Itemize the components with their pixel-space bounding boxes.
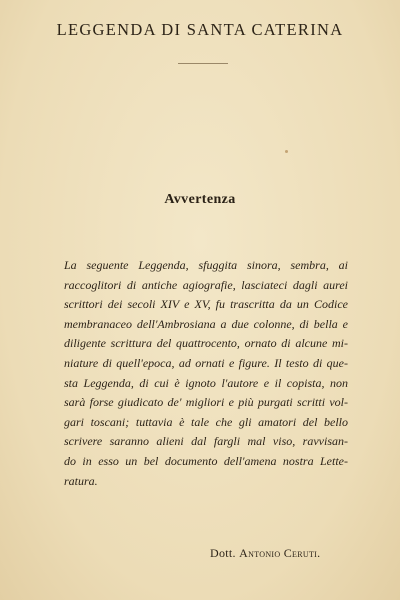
signature-name: Antonio Ceruti.	[239, 546, 321, 560]
paragraph-line: sta Leggenda, di cui è ignoto l'autore e il copista, non	[64, 375, 348, 390]
paragraph-line: La seguente Leggenda, sfuggita sinora, sembra, ai	[64, 258, 348, 272]
section-heading: Avvertenza	[164, 192, 236, 207]
paragraph-line: ratura.	[64, 473, 98, 488]
signature-title: Dott.	[210, 546, 236, 560]
paragraph	[64, 256, 348, 491]
paragraph-line: niature di quell'epoca, ad ornati e figure. Il testo di que-	[64, 355, 348, 370]
paragraph-line: scrivere saranno alieni dal fargli mal viso, ravvisan-	[64, 434, 348, 449]
paragraph-line: do in esso un bel documento dell'amena nostra Lette-	[64, 453, 348, 468]
paper-speck	[285, 150, 288, 153]
paragraph-line: diligente scrittura del quattrocento, ornato di alcune mi-	[64, 336, 348, 351]
paragraph-line: scrittori dei secoli XIV e XV, fu trascritta da un Codice	[64, 297, 348, 312]
paragraph-line: gari toscani; tuttavia è tale che gli amatori del bello	[64, 414, 348, 429]
paragraph-line: sarà forse giudicato de' migliori e più purgati scritti vol-	[64, 395, 348, 410]
ornamental-rule	[178, 63, 228, 64]
paragraph-line: raccoglitori di antiche agiografie, lasciateci dagli aurei	[64, 277, 348, 292]
paragraph-line: membranaceo dell'Ambrosiana a due colonne, di bella e	[64, 316, 348, 331]
signature	[210, 546, 320, 561]
running-title: LEGGENDA DI SANTA CATERINA	[56, 20, 344, 39]
